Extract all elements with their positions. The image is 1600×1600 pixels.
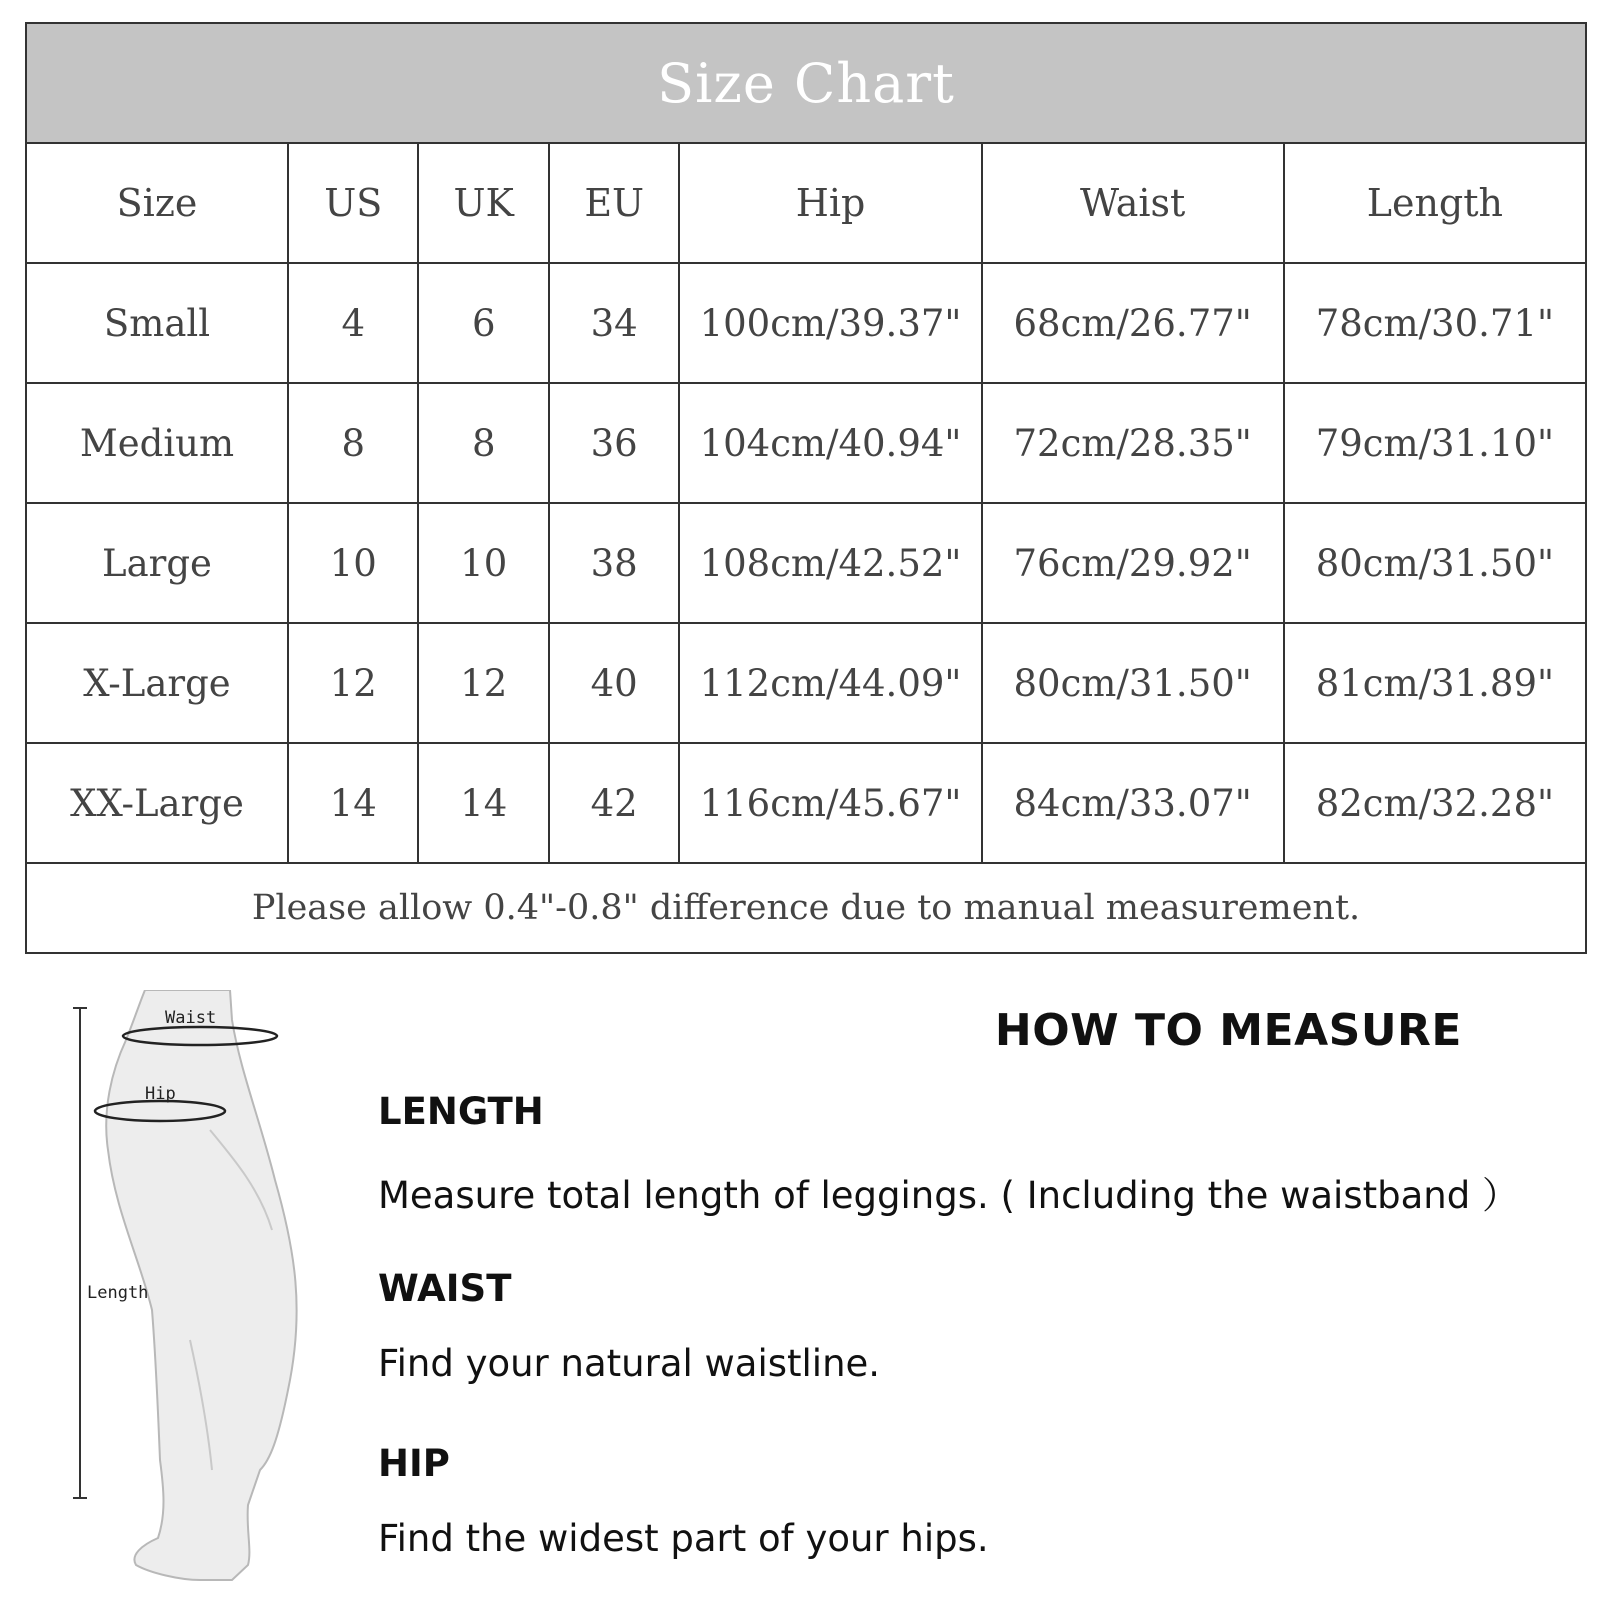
table-cell: 10 (418, 503, 548, 623)
table-cell: 80cm/31.50" (982, 623, 1284, 743)
table-row (26, 743, 1586, 863)
table-cell: 116cm/45.67" (679, 743, 981, 863)
table-cell: X-Large (26, 623, 288, 743)
waist-text: Find your natural waistline. (378, 1342, 881, 1385)
leggings-illustration (60, 990, 320, 1595)
size-chart-title: Size Chart (26, 23, 1586, 143)
table-row (26, 503, 1586, 623)
table-cell: 80cm/31.50" (1284, 503, 1586, 623)
table-cell: 4 (288, 263, 418, 383)
table-cell: 40 (549, 623, 679, 743)
table-cell: 79cm/31.10" (1284, 383, 1586, 503)
size-chart (25, 22, 1587, 954)
table-row (26, 263, 1586, 383)
table-row (26, 623, 1586, 743)
table-cell: 100cm/39.37" (679, 263, 981, 383)
table-cell: XX-Large (26, 743, 288, 863)
leggings-figure (60, 990, 320, 1595)
table-cell: 81cm/31.89" (1284, 623, 1586, 743)
waist-label: Waist (165, 1008, 217, 1028)
table-cell: 78cm/30.71" (1284, 263, 1586, 383)
table-cell: 42 (549, 743, 679, 863)
table-cell: 10 (288, 503, 418, 623)
table-cell: 14 (418, 743, 548, 863)
header-row (26, 143, 1586, 263)
table-cell: 84cm/33.07" (982, 743, 1284, 863)
table-cell: 8 (288, 383, 418, 503)
length-heading: LENGTH (378, 1090, 544, 1133)
hip-label: Hip (145, 1084, 176, 1104)
table-cell: Small (26, 263, 288, 383)
table-cell: 112cm/44.09" (679, 623, 981, 743)
table-cell: 68cm/26.77" (982, 263, 1284, 383)
table-cell: 14 (288, 743, 418, 863)
waist-heading: WAIST (378, 1267, 512, 1310)
column-header: Length (1284, 143, 1586, 263)
table-cell: 12 (288, 623, 418, 743)
table-cell: 34 (549, 263, 679, 383)
column-header: Hip (679, 143, 981, 263)
length-label: Length (87, 1283, 149, 1303)
table-cell: Medium (26, 383, 288, 503)
table-cell: 76cm/29.92" (982, 503, 1284, 623)
table-cell: 36 (549, 383, 679, 503)
table-cell: 104cm/40.94" (679, 383, 981, 503)
column-header: Waist (982, 143, 1284, 263)
hip-heading: HIP (378, 1442, 450, 1485)
table-cell: 6 (418, 263, 548, 383)
how-to-measure-title: HOW TO MEASURE (994, 1005, 1462, 1056)
size-table (25, 22, 1587, 954)
column-header: EU (549, 143, 679, 263)
table-cell: 12 (418, 623, 548, 743)
column-header: UK (418, 143, 548, 263)
column-header: US (288, 143, 418, 263)
length-text: Measure total length of leggings. ( Including the waistband ） (378, 1174, 1519, 1217)
table-cell: 82cm/32.28" (1284, 743, 1586, 863)
table-cell: 72cm/28.35" (982, 383, 1284, 503)
table-cell: 108cm/42.52" (679, 503, 981, 623)
column-header: Size (26, 143, 288, 263)
table-cell: 8 (418, 383, 548, 503)
table-cell: 38 (549, 503, 679, 623)
hip-text: Find the widest part of your hips. (378, 1517, 989, 1560)
table-row (26, 383, 1586, 503)
table-cell: Large (26, 503, 288, 623)
measurement-note: Please allow 0.4"-0.8" difference due to manual measurement. (26, 863, 1586, 953)
